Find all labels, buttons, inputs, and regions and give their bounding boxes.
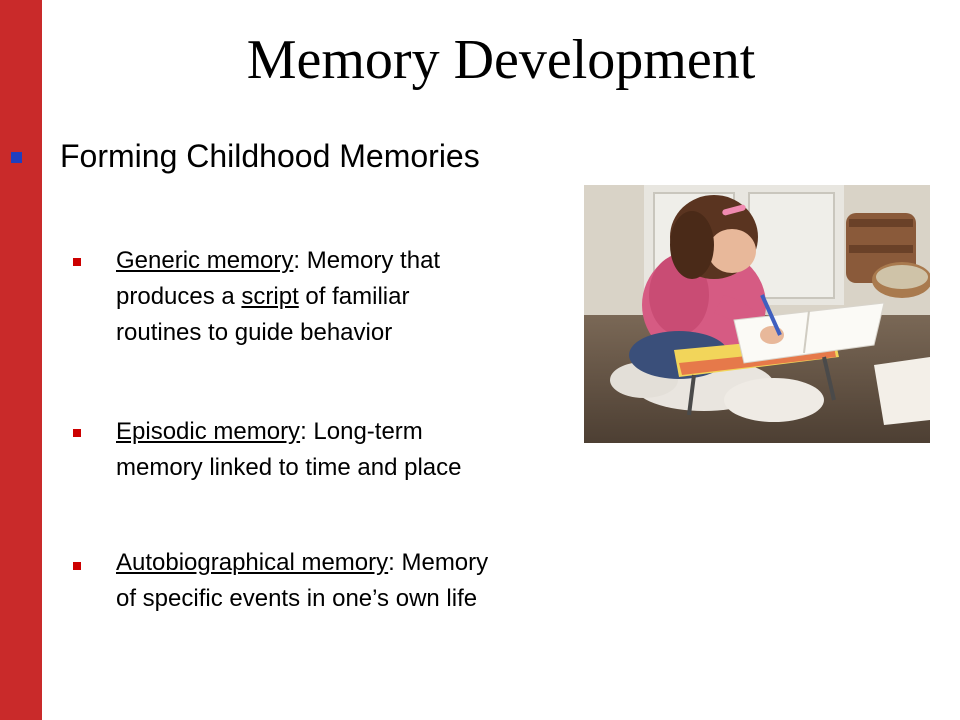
term-episodic-memory: Episodic memory: [116, 418, 301, 445]
accent-bar: [0, 0, 42, 720]
definition-text: : Memory that: [293, 247, 441, 274]
bullet-line: [116, 414, 616, 450]
bullet-generic-memory: [116, 243, 616, 351]
bullet-line: [116, 243, 616, 279]
definition-text: of familiar: [298, 283, 410, 310]
bullet-autobiographical-memory: [116, 545, 616, 617]
definition-text: : Memory: [388, 549, 489, 576]
bullet-line: memory linked to time and place: [116, 454, 462, 481]
definition-text: produces a: [116, 283, 242, 310]
heading-bullet-icon: [11, 152, 22, 163]
term-generic-memory: Generic memory: [116, 247, 294, 274]
slide-title: Memory Development: [246, 29, 756, 91]
bullet-episodic-memory: [116, 414, 616, 486]
sub-bullet-icon: [73, 258, 81, 266]
bullet-line: [116, 279, 616, 315]
child-drawing-photo: [584, 185, 930, 443]
bullet-line: [116, 545, 616, 581]
sub-bullet-icon: [73, 429, 81, 437]
bullet-line: routines to guide behavior: [116, 319, 393, 346]
bullet-line: of specific events in one’s own life: [116, 585, 478, 612]
term-script: script: [241, 283, 299, 310]
sub-bullet-icon: [73, 562, 81, 570]
term-autobiographical-memory: Autobiographical memory: [116, 549, 389, 576]
definition-text: : Long-term: [300, 418, 423, 445]
section-heading: Forming Childhood Memories: [60, 138, 480, 174]
